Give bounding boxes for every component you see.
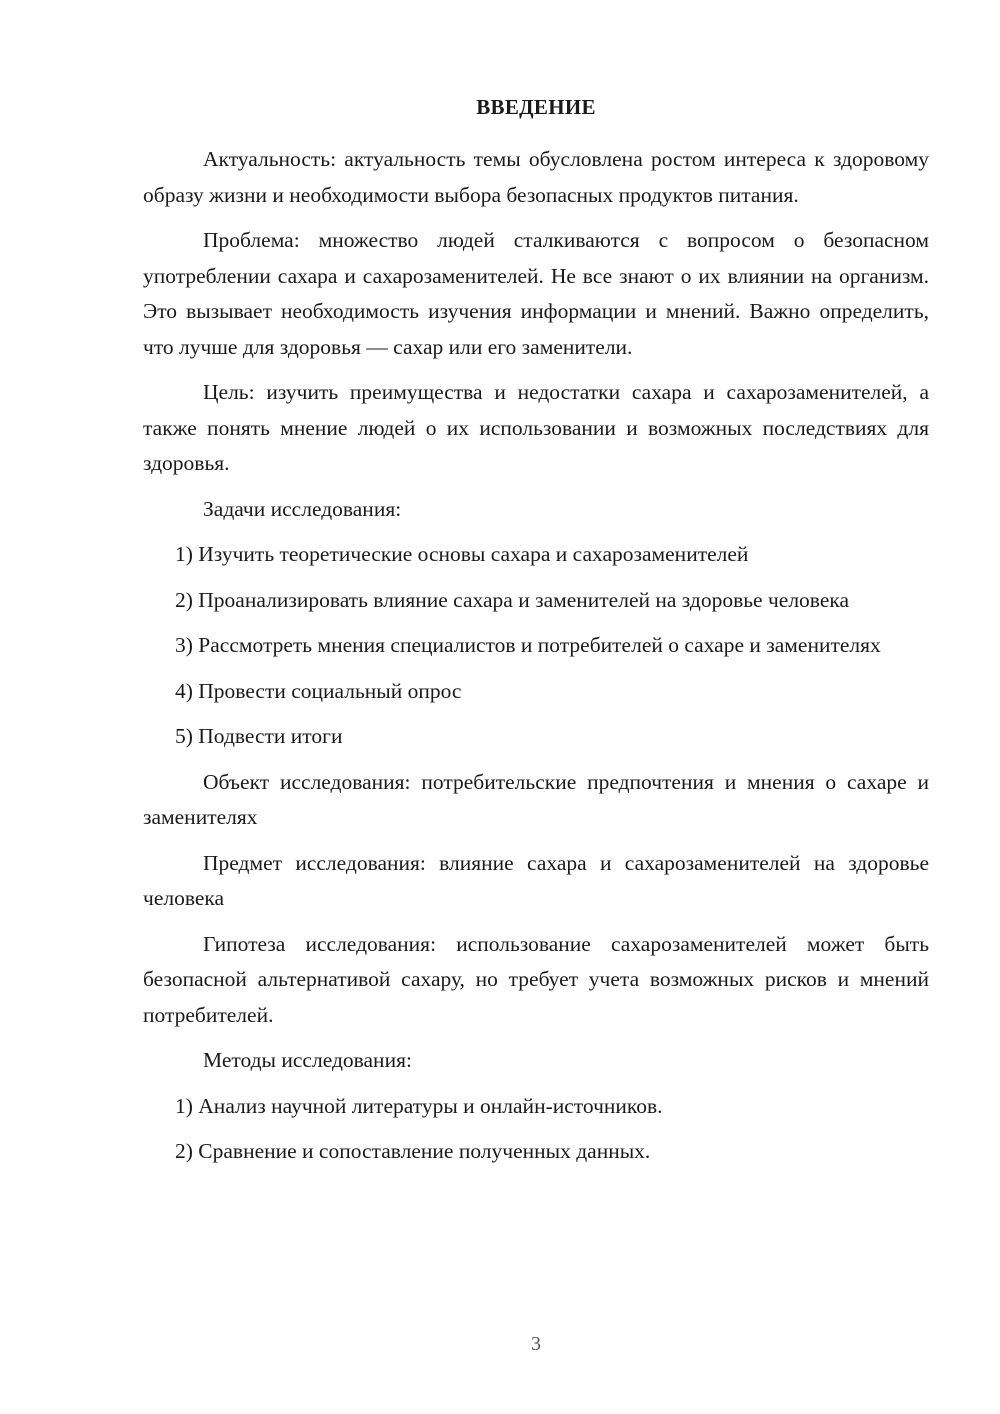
paragraph-problem: Проблема: множество людей сталкиваются с вопросом о безопасном употреблении сахара и сахарозаменителей. Не все знают о их влиянии на организм. Это вызывает необходимость изучения информации и мнений. Важно определить, что лучше для здоровья — сахар или его заменители.	[143, 228, 929, 359]
document-page	[143, 0, 929, 1414]
paragraph-goal: Цель: изучить преимущества и недостатки сахара и сахарозаменителей, а также понять мнение людей о их использовании и возможных последствиях для здоровья.	[143, 380, 929, 475]
paragraph-subject: Предмет исследования: влияние сахара и сахарозаменителей на здоровье человека	[143, 850, 929, 910]
task-item-5: 5) Подвести итоги	[175, 724, 343, 748]
body-text	[143, 142, 929, 1180]
method-item-1: 1) Анализ научной литературы и онлайн-источников.	[175, 1093, 663, 1118]
method-item-2: 2) Сравнение и сопоставление полученных данных.	[175, 1139, 651, 1163]
task-item-2: 2) Проанализировать влияние сахара и заменителей на здоровье человека	[175, 587, 850, 612]
paragraph-object: Объект исследования: потребительские предпочтения и мнения о сахаре и заменителях	[143, 769, 929, 829]
paragraph-relevance: Актуальность: актуальность темы обусловлена ростом интереса к здоровому образу жизни и необходимости выбора безопасных продуктов питания.	[143, 147, 929, 207]
paragraph-hypothesis: Гипотеза исследования: использование сахарозаменителей может быть безопасной альтернативой сахару, но требует учета возможных рисков и мнений потребителей.	[143, 931, 929, 1027]
paragraph-methods-heading: Методы исследования:	[203, 1048, 412, 1072]
paragraph-tasks-heading: Задачи исследования:	[203, 496, 402, 521]
page-number: 3	[531, 1333, 541, 1355]
task-item-1: 1) Изучить теоретические основы сахара и сахарозаменителей	[175, 542, 749, 566]
task-item-3: 3) Рассмотреть мнения специалистов и потребителей о сахаре и заменителях	[175, 633, 881, 657]
task-item-4: 4) Провести социальный опрос	[175, 678, 462, 703]
section-heading: ВВЕДЕНИЕ	[476, 95, 596, 119]
